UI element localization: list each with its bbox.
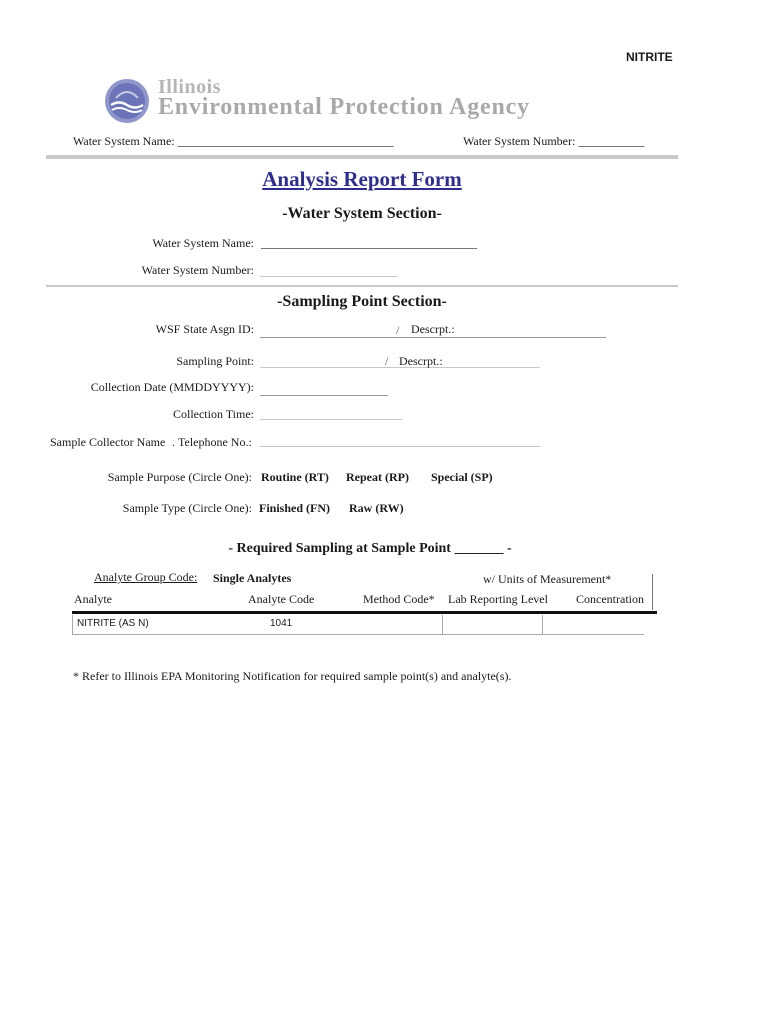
form-title: Analysis Report Form xyxy=(262,167,462,191)
lab-reporting-level-cell[interactable] xyxy=(443,616,541,633)
method-code-cell[interactable] xyxy=(362,616,441,633)
concentration-cell[interactable] xyxy=(543,616,643,633)
purpose-repeat[interactable]: Repeat (RP) xyxy=(346,470,409,484)
row-bottom-border xyxy=(72,634,644,635)
table-row xyxy=(72,615,644,635)
water-name-label: Water System Name: xyxy=(152,236,254,250)
type-finished[interactable]: Finished (FN) xyxy=(259,501,331,515)
group-code-label: Analyte Group Code: xyxy=(94,570,198,584)
collection-date-label: Collection Date (MMDDYYYY): xyxy=(90,380,254,394)
header-water-system-number[interactable]: Water System Number: ___________ xyxy=(463,134,645,148)
column-header-analyte-code: Analyte Code xyxy=(248,592,315,606)
purpose-routine[interactable]: Routine (RT) xyxy=(261,470,329,484)
slash-separator-icon: / xyxy=(385,354,389,368)
group-code-value: Single Analytes xyxy=(213,571,292,585)
agency-state: Illinois xyxy=(158,76,221,98)
water-section-heading: -Water System Section- xyxy=(282,205,442,222)
type-label: Sample Type (Circle One): xyxy=(122,501,252,515)
separator-dot: . xyxy=(172,435,175,449)
water-name-field[interactable]: ____________________________________ xyxy=(261,236,477,250)
column-header-method-code: Method Code* xyxy=(363,592,435,606)
collection-time-label: Collection Time: xyxy=(172,407,254,421)
wsf-descrpt-label: Descrpt.: xyxy=(411,322,455,336)
collection-time-field[interactable] xyxy=(260,419,402,420)
wsf-label: WSF State Asgn ID: xyxy=(155,322,254,336)
collector-field[interactable] xyxy=(260,446,540,447)
type-raw[interactable]: Raw (RW) xyxy=(349,501,404,515)
collection-date-field[interactable] xyxy=(260,395,388,396)
purpose-label: Sample Purpose (Circle One): xyxy=(107,470,252,484)
column-divider xyxy=(652,574,653,610)
sampling-point-descrpt-label: Descrpt.: xyxy=(399,354,443,368)
water-number-label: Water System Number: xyxy=(141,263,254,277)
table-header-rule xyxy=(72,611,657,614)
header-divider xyxy=(46,155,678,159)
sampling-section-heading: -Sampling Point Section- xyxy=(277,293,447,310)
footnote: * Refer to Illinois EPA Monitoring Notification for required sample point(s) and analyte(s). xyxy=(73,669,512,683)
wsf-field[interactable] xyxy=(260,337,606,338)
row-analyte: NITRITE (AS N) xyxy=(77,618,149,629)
epa-seal-icon xyxy=(104,78,150,124)
required-section-heading: - Required Sampling at Sample Point _______ - xyxy=(228,541,512,556)
sampling-point-label: Sampling Point: xyxy=(176,354,254,368)
slash-separator-icon: / xyxy=(396,323,400,337)
water-section-divider xyxy=(46,285,678,287)
purpose-special[interactable]: Special (SP) xyxy=(431,470,493,484)
row-analyte-code: 1041 xyxy=(270,618,293,629)
collector-label: Sample Collector Name xyxy=(50,435,166,449)
agency-name: Environmental Protection Agency xyxy=(158,94,530,120)
column-header-concentration: Concentration xyxy=(576,592,644,606)
analyte-tag: NITRITE xyxy=(626,50,673,64)
telephone-label: Telephone No.: xyxy=(178,435,252,449)
header-water-system-name[interactable]: Water System Name: ____________________________________ xyxy=(73,134,394,148)
units-note: w/ Units of Measurement* xyxy=(483,572,612,586)
column-header-lab-reporting-level: Lab Reporting Level xyxy=(448,592,548,606)
cell-border xyxy=(72,615,73,635)
column-header-analyte: Analyte xyxy=(74,592,112,606)
water-number-field[interactable] xyxy=(260,276,398,277)
